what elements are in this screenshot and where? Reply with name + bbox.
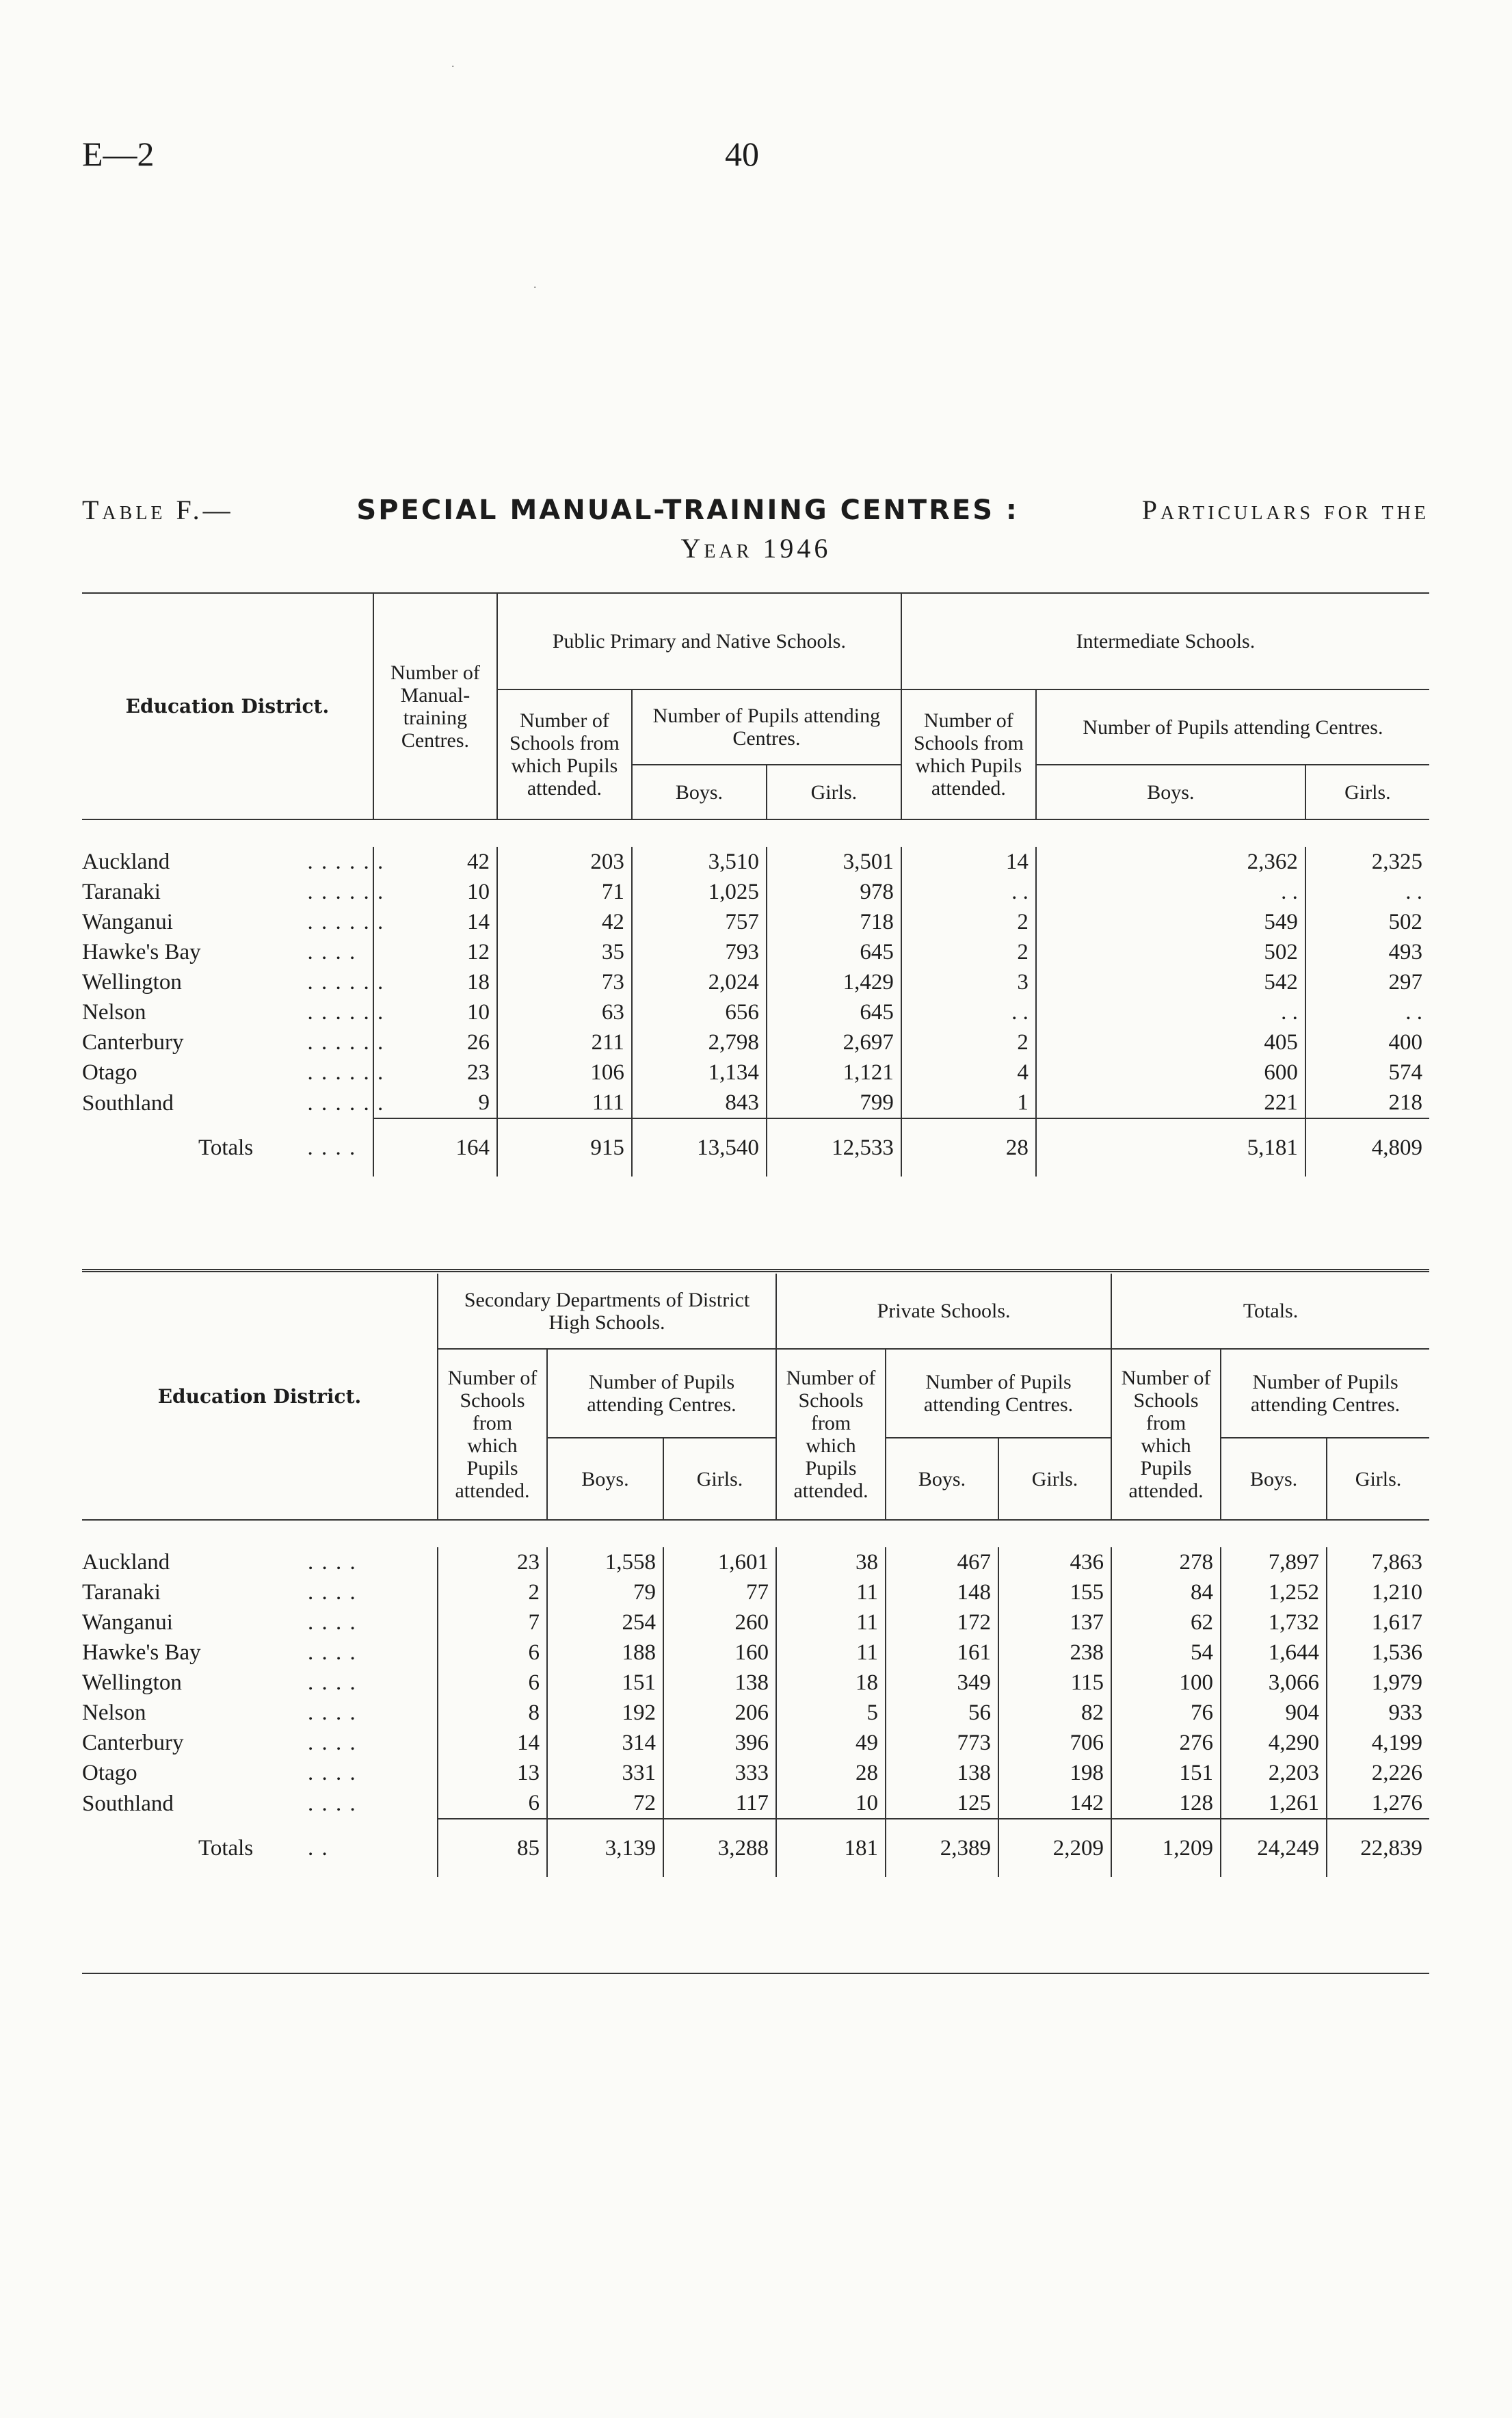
- cell-int-boys: 600: [1036, 1057, 1305, 1088]
- cell-sec-schools: 6: [438, 1638, 547, 1668]
- cell-tot-boys: 1,261: [1221, 1788, 1327, 1819]
- header-education-district: Education District.: [125, 695, 330, 718]
- leader-dots: . . . .: [308, 1640, 357, 1665]
- cell-tot-schools: 151: [1111, 1758, 1221, 1788]
- header-public-girls: Girls.: [767, 765, 901, 819]
- table-row: [82, 1577, 1429, 1607]
- header-secondary: Secondary Departments of District High Schools.: [438, 1274, 776, 1349]
- cell-tot-schools: 54: [1111, 1638, 1221, 1668]
- header-tot-girls: Girls.: [1327, 1438, 1429, 1520]
- table-row: [82, 997, 1429, 1027]
- cell-public-boys: 2,024: [632, 967, 767, 997]
- table-row: [82, 877, 1429, 907]
- cell-pri-girls: 436: [998, 1547, 1111, 1577]
- cell-pri-boys: 125: [886, 1788, 998, 1819]
- totals-row: [82, 1819, 1429, 1877]
- leader-dots: . . . . . .: [307, 850, 385, 874]
- total-pri-schools: 181: [776, 1819, 886, 1877]
- cell-public-schools: 71: [497, 877, 632, 907]
- cell-int-boys: . .: [1036, 997, 1305, 1027]
- total-tot-schools: 1,209: [1111, 1819, 1221, 1877]
- cell-pri-girls: 238: [998, 1638, 1111, 1668]
- print-speck: .: [533, 277, 537, 291]
- table-row: [82, 1788, 1429, 1819]
- cell-sec-schools: 2: [438, 1577, 547, 1607]
- cell-centres: 26: [373, 1027, 497, 1057]
- totals-label: Totals: [198, 1835, 254, 1861]
- leader-dots: . . . .: [308, 1791, 357, 1816]
- cell-sec-schools: 13: [438, 1758, 547, 1788]
- cell-centres: 42: [373, 847, 497, 877]
- header-tot-pupils-attending: Number of Pupils attending Centres.: [1221, 1349, 1429, 1438]
- cell-int-schools: 2: [901, 907, 1036, 937]
- cell-tot-schools: 62: [1111, 1607, 1221, 1638]
- cell-sec-schools: 6: [438, 1788, 547, 1819]
- cell-district: Taranaki: [82, 1580, 161, 1605]
- cell-sec-girls: 117: [663, 1788, 776, 1819]
- cell-district: Hawke's Bay: [82, 940, 201, 964]
- cell-tot-schools: 276: [1111, 1728, 1221, 1758]
- cell-sec-girls: 260: [663, 1607, 776, 1638]
- print-speck: .: [451, 56, 455, 70]
- cell-pri-boys: 56: [886, 1698, 998, 1728]
- cell-tot-schools: 128: [1111, 1788, 1221, 1819]
- cell-district: Canterbury: [82, 1030, 184, 1055]
- cell-int-girls: 297: [1305, 967, 1429, 997]
- cell-tot-girls: 1,617: [1327, 1607, 1429, 1638]
- leader-dots: . . . . . .: [307, 970, 385, 995]
- leader-dots: . . . .: [308, 1610, 357, 1635]
- table-secondary-private-totals: [82, 1274, 1429, 1877]
- cell-pri-girls: 137: [998, 1607, 1111, 1638]
- cell-centres: 23: [373, 1057, 497, 1088]
- cell-public-boys: 2,798: [632, 1027, 767, 1057]
- total-tot-girls: 22,839: [1327, 1819, 1429, 1877]
- cell-district: Auckland: [82, 850, 170, 874]
- table-row: [82, 1607, 1429, 1638]
- header-tot-boys: Boys.: [1221, 1438, 1327, 1520]
- cell-pri-schools: 38: [776, 1547, 886, 1577]
- cell-sec-boys: 314: [547, 1728, 663, 1758]
- cell-public-girls: 645: [767, 997, 901, 1027]
- page-code: E—2: [82, 135, 155, 173]
- table-separator-rule: [82, 1269, 1429, 1272]
- cell-public-girls: 978: [767, 877, 901, 907]
- title-main: SPECIAL MANUAL-TRAINING CENTRES :: [356, 495, 1019, 526]
- header-int-schools-attended: Number of Schools from which Pupils attended.: [901, 689, 1036, 819]
- total-public-girls: 12,533: [767, 1118, 901, 1177]
- cell-tot-girls: 4,199: [1327, 1728, 1429, 1758]
- cell-pri-schools: 28: [776, 1758, 886, 1788]
- cell-district: Wanganui: [82, 910, 173, 934]
- total-int-schools: 28: [901, 1118, 1036, 1177]
- header-public-pupils-attending: Number of Pupils attending Centres.: [632, 689, 901, 765]
- cell-sec-boys: 1,558: [547, 1547, 663, 1577]
- cell-public-schools: 63: [497, 997, 632, 1027]
- cell-sec-schools: 6: [438, 1668, 547, 1698]
- cell-public-girls: 799: [767, 1088, 901, 1118]
- table-row: [82, 1027, 1429, 1057]
- cell-public-schools: 35: [497, 937, 632, 967]
- cell-district: Southland: [82, 1791, 174, 1816]
- leader-dots: . . . .: [308, 1670, 357, 1695]
- cell-public-boys: 1,025: [632, 877, 767, 907]
- cell-sec-girls: 396: [663, 1728, 776, 1758]
- header-pri-schools-attended: Number of Schools from which Pupils attended.: [776, 1349, 886, 1520]
- table-row: [82, 847, 1429, 877]
- cell-sec-boys: 331: [547, 1758, 663, 1788]
- cell-int-boys: 221: [1036, 1088, 1305, 1118]
- header-sec-boys: Boys.: [547, 1438, 663, 1520]
- cell-int-schools: 4: [901, 1057, 1036, 1088]
- cell-public-schools: 106: [497, 1057, 632, 1088]
- cell-sec-girls: 77: [663, 1577, 776, 1607]
- cell-public-schools: 73: [497, 967, 632, 997]
- cell-pri-girls: 155: [998, 1577, 1111, 1607]
- cell-tot-girls: 1,536: [1327, 1638, 1429, 1668]
- header-public-primary: Public Primary and Native Schools.: [497, 594, 901, 689]
- cell-tot-schools: 84: [1111, 1577, 1221, 1607]
- cell-public-girls: 1,429: [767, 967, 901, 997]
- cell-district: Nelson: [82, 1700, 146, 1725]
- header-private: Private Schools.: [776, 1274, 1111, 1349]
- cell-public-schools: 203: [497, 847, 632, 877]
- cell-tot-boys: 3,066: [1221, 1668, 1327, 1698]
- cell-pri-girls: 198: [998, 1758, 1111, 1788]
- cell-int-girls: 400: [1305, 1027, 1429, 1057]
- totals-row: [82, 1118, 1429, 1177]
- cell-district: Hawke's Bay: [82, 1640, 201, 1665]
- total-public-schools: 915: [497, 1118, 632, 1177]
- leader-dots: . . . . . .: [307, 910, 385, 934]
- cell-tot-boys: 1,644: [1221, 1638, 1327, 1668]
- cell-tot-boys: 1,252: [1221, 1577, 1327, 1607]
- total-pri-girls: 2,209: [998, 1819, 1111, 1877]
- cell-public-schools: 211: [497, 1027, 632, 1057]
- total-public-boys: 13,540: [632, 1118, 767, 1177]
- cell-public-girls: 718: [767, 907, 901, 937]
- header-sec-schools-attended: Number of Schools from which Pupils attended.: [438, 1349, 547, 1520]
- page-number: 40: [725, 135, 759, 173]
- cell-tot-schools: 278: [1111, 1547, 1221, 1577]
- cell-tot-boys: 2,203: [1221, 1758, 1327, 1788]
- title-suffix: Particulars for the: [1141, 495, 1429, 525]
- leader-dots: . .: [308, 1835, 329, 1861]
- header-manual-centres: Number of Manual-training Centres.: [373, 594, 497, 819]
- cell-district: Otago: [82, 1761, 137, 1785]
- header-pri-pupils-attending: Number of Pupils attending Centres.: [886, 1349, 1111, 1438]
- cell-sec-boys: 254: [547, 1607, 663, 1638]
- cell-int-schools: 3: [901, 967, 1036, 997]
- header-totals: Totals.: [1111, 1274, 1429, 1349]
- cell-sec-girls: 160: [663, 1638, 776, 1668]
- cell-sec-girls: 206: [663, 1698, 776, 1728]
- cell-public-girls: 3,501: [767, 847, 901, 877]
- cell-centres: 10: [373, 997, 497, 1027]
- cell-tot-girls: 2,226: [1327, 1758, 1429, 1788]
- cell-sec-girls: 138: [663, 1668, 776, 1698]
- cell-int-schools: . .: [901, 997, 1036, 1027]
- cell-int-schools: 2: [901, 1027, 1036, 1057]
- table-row: [82, 1088, 1429, 1118]
- header-public-schools-attended: Number of Schools from which Pupils attended.: [497, 689, 632, 819]
- leader-dots: . . . .: [307, 1135, 357, 1160]
- cell-public-boys: 1,134: [632, 1057, 767, 1088]
- table2-bottom-rule: [82, 1973, 1429, 1974]
- header-pri-girls: Girls.: [998, 1438, 1111, 1520]
- cell-district: Otago: [82, 1060, 137, 1085]
- cell-pri-schools: 11: [776, 1577, 886, 1607]
- cell-tot-girls: 7,863: [1327, 1547, 1429, 1577]
- header-sec-girls: Girls.: [663, 1438, 776, 1520]
- cell-tot-boys: 904: [1221, 1698, 1327, 1728]
- cell-sec-girls: 333: [663, 1758, 776, 1788]
- cell-int-girls: 493: [1305, 937, 1429, 967]
- table-row: [82, 937, 1429, 967]
- cell-pri-boys: 349: [886, 1668, 998, 1698]
- cell-district: Auckland: [82, 1550, 170, 1575]
- cell-public-girls: 1,121: [767, 1057, 901, 1088]
- total-int-girls: 4,809: [1305, 1118, 1429, 1177]
- cell-int-boys: 502: [1036, 937, 1305, 967]
- leader-dots: . . . .: [308, 1550, 357, 1575]
- cell-pri-schools: 11: [776, 1607, 886, 1638]
- header-int-boys: Boys.: [1036, 765, 1305, 819]
- cell-centres: 12: [373, 937, 497, 967]
- table-title: [82, 494, 1429, 526]
- cell-public-schools: 111: [497, 1088, 632, 1118]
- cell-int-schools: 1: [901, 1088, 1036, 1118]
- cell-tot-girls: 1,276: [1327, 1788, 1429, 1819]
- cell-centres: 9: [373, 1088, 497, 1118]
- cell-public-girls: 2,697: [767, 1027, 901, 1057]
- cell-sec-boys: 72: [547, 1788, 663, 1819]
- cell-district: Taranaki: [82, 880, 161, 904]
- cell-sec-boys: 151: [547, 1668, 663, 1698]
- total-pri-boys: 2,389: [886, 1819, 998, 1877]
- leader-dots: . . . . . .: [307, 1030, 385, 1055]
- cell-int-girls: 502: [1305, 907, 1429, 937]
- cell-public-boys: 3,510: [632, 847, 767, 877]
- table-row: [82, 1698, 1429, 1728]
- leader-dots: . . . . . .: [307, 1000, 385, 1025]
- cell-pri-schools: 5: [776, 1698, 886, 1728]
- leader-dots: . . . . . .: [307, 1060, 385, 1085]
- cell-pri-schools: 49: [776, 1728, 886, 1758]
- total-centres: 164: [373, 1118, 497, 1177]
- title-year: Year 1946: [680, 533, 832, 564]
- cell-int-boys: 405: [1036, 1027, 1305, 1057]
- leader-dots: . . . .: [308, 1700, 357, 1725]
- cell-public-girls: 645: [767, 937, 901, 967]
- cell-int-girls: 218: [1305, 1088, 1429, 1118]
- cell-int-schools: 14: [901, 847, 1036, 877]
- cell-pri-boys: 138: [886, 1758, 998, 1788]
- cell-centres: 14: [373, 907, 497, 937]
- leader-dots: . . . .: [308, 1580, 357, 1605]
- header-intermediate: Intermediate Schools.: [901, 594, 1429, 689]
- cell-tot-boys: 7,897: [1221, 1547, 1327, 1577]
- cell-sec-schools: 23: [438, 1547, 547, 1577]
- title-prefix: Table F.—: [82, 495, 234, 525]
- table-row: [82, 1758, 1429, 1788]
- cell-tot-girls: 1,210: [1327, 1577, 1429, 1607]
- header-pri-boys: Boys.: [886, 1438, 998, 1520]
- cell-pri-girls: 82: [998, 1698, 1111, 1728]
- cell-int-boys: 549: [1036, 907, 1305, 937]
- cell-pri-girls: 142: [998, 1788, 1111, 1819]
- cell-district: Southland: [82, 1090, 174, 1116]
- cell-district: Wanganui: [82, 1610, 173, 1635]
- total-sec-girls: 3,288: [663, 1819, 776, 1877]
- cell-pri-boys: 172: [886, 1607, 998, 1638]
- header-int-girls: Girls.: [1305, 765, 1429, 819]
- cell-int-schools: . .: [901, 877, 1036, 907]
- cell-public-schools: 42: [497, 907, 632, 937]
- totals-label: Totals: [198, 1135, 254, 1160]
- cell-pri-girls: 115: [998, 1668, 1111, 1698]
- total-tot-boys: 24,249: [1221, 1819, 1327, 1877]
- cell-sec-schools: 7: [438, 1607, 547, 1638]
- table-public-intermediate: [82, 594, 1429, 1177]
- cell-tot-girls: 933: [1327, 1698, 1429, 1728]
- cell-tot-schools: 100: [1111, 1668, 1221, 1698]
- cell-int-girls: 2,325: [1305, 847, 1429, 877]
- table-row: [82, 1547, 1429, 1577]
- table-row: [82, 1668, 1429, 1698]
- cell-tot-girls: 1,979: [1327, 1668, 1429, 1698]
- cell-pri-girls: 706: [998, 1728, 1111, 1758]
- cell-pri-schools: 10: [776, 1788, 886, 1819]
- cell-pri-boys: 467: [886, 1547, 998, 1577]
- cell-sec-boys: 192: [547, 1698, 663, 1728]
- cell-int-girls: . .: [1305, 997, 1429, 1027]
- leader-dots: . . . . . .: [307, 880, 385, 904]
- cell-sec-boys: 79: [547, 1577, 663, 1607]
- table-row: [82, 1057, 1429, 1088]
- cell-district: Canterbury: [82, 1731, 184, 1755]
- cell-pri-boys: 773: [886, 1728, 998, 1758]
- cell-int-boys: . .: [1036, 877, 1305, 907]
- total-sec-schools: 85: [438, 1819, 547, 1877]
- leader-dots: . . . .: [307, 940, 357, 964]
- cell-public-boys: 843: [632, 1088, 767, 1118]
- table-row: [82, 1638, 1429, 1668]
- table-row: [82, 967, 1429, 997]
- cell-int-girls: 574: [1305, 1057, 1429, 1088]
- cell-int-boys: 542: [1036, 967, 1305, 997]
- header-public-boys: Boys.: [632, 765, 767, 819]
- cell-public-boys: 793: [632, 937, 767, 967]
- table-row: [82, 1728, 1429, 1758]
- header-int-pupils-attending: Number of Pupils attending Centres.: [1036, 689, 1429, 765]
- cell-pri-schools: 18: [776, 1668, 886, 1698]
- cell-pri-schools: 11: [776, 1638, 886, 1668]
- cell-public-boys: 656: [632, 997, 767, 1027]
- cell-sec-schools: 8: [438, 1698, 547, 1728]
- total-sec-boys: 3,139: [547, 1819, 663, 1877]
- cell-sec-girls: 1,601: [663, 1547, 776, 1577]
- cell-pri-boys: 148: [886, 1577, 998, 1607]
- cell-district: Wellington: [82, 1670, 182, 1695]
- cell-tot-boys: 1,732: [1221, 1607, 1327, 1638]
- cell-centres: 18: [373, 967, 497, 997]
- cell-district: Wellington: [82, 970, 182, 995]
- header-sec-pupils-attending: Number of Pupils attending Centres.: [547, 1349, 776, 1438]
- cell-tot-boys: 4,290: [1221, 1728, 1327, 1758]
- cell-sec-schools: 14: [438, 1728, 547, 1758]
- cell-sec-boys: 188: [547, 1638, 663, 1668]
- cell-int-boys: 2,362: [1036, 847, 1305, 877]
- cell-tot-schools: 76: [1111, 1698, 1221, 1728]
- cell-int-girls: . .: [1305, 877, 1429, 907]
- table-row: [82, 907, 1429, 937]
- total-int-boys: 5,181: [1036, 1118, 1305, 1177]
- cell-public-boys: 757: [632, 907, 767, 937]
- cell-int-schools: 2: [901, 937, 1036, 967]
- header-tot-schools-attended: Number of Schools from which Pupils attended.: [1111, 1349, 1221, 1520]
- cell-pri-boys: 161: [886, 1638, 998, 1668]
- leader-dots: . . . .: [308, 1731, 357, 1755]
- leader-dots: . . . . . .: [307, 1090, 385, 1116]
- cell-district: Nelson: [82, 1000, 146, 1025]
- cell-centres: 10: [373, 877, 497, 907]
- leader-dots: . . . .: [308, 1761, 357, 1785]
- header-education-district-2: Education District.: [157, 1385, 362, 1408]
